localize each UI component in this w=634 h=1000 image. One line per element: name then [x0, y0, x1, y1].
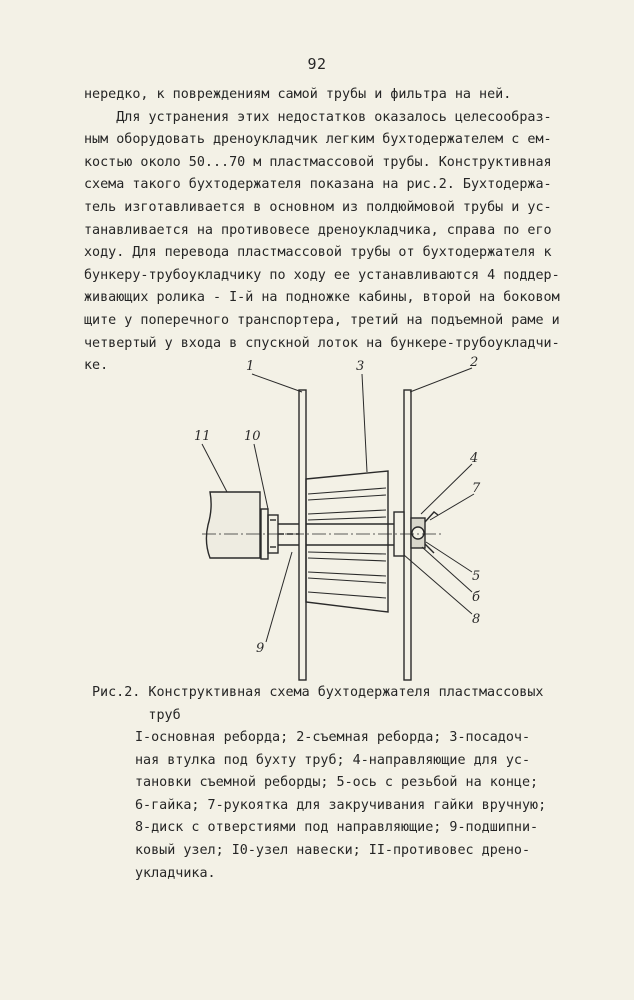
callout-9: 9	[256, 641, 265, 656]
callout-10: 10	[244, 429, 261, 444]
legend-line: I-основная реборда; 2-съемная реборда; 3-посадоч-	[135, 730, 531, 745]
text-line: ке.	[84, 358, 109, 374]
callout-2: 2	[470, 355, 479, 370]
text-line: танавливается на противовесе дреноукладчика, справа по его	[84, 222, 552, 238]
text-line: ходу. Для перевода пластмассовой трубы от бухтодержателя к	[84, 245, 552, 261]
diagram-svg	[182, 352, 502, 682]
sleeve-slats	[308, 488, 386, 598]
mounting-sleeve	[306, 471, 388, 612]
callout-6: б	[472, 590, 480, 605]
coil-holder-diagram	[182, 352, 502, 686]
text-line: бункеру-трубоукладчику по ходу ее устанавливаются 4 поддер-	[84, 267, 560, 283]
text-line: четвертый у входа в спускной лоток на бункере-трубоукладчи-	[84, 335, 560, 351]
legend-line: 8-диск с отверстиями под направляющие; 9-подшипни-	[135, 820, 539, 836]
text-line: костью около 50...70 м пластмассовой трубы. Конструктивная	[84, 154, 552, 170]
counterweight-block	[206, 492, 260, 558]
legend-line: ная втулка под бухту труб; 4-направляющие для ус-	[135, 752, 531, 768]
text-line: тель изготавливается в основном из полдюймовой трубы и ус-	[84, 199, 552, 215]
callout-7: 7	[472, 481, 481, 496]
callout-4: 4	[470, 451, 479, 466]
text-line: щите у поперечного транспортера, третий на подъемной раме и	[84, 312, 560, 328]
caption-legend	[135, 727, 546, 885]
text-line: Для устранения этих недостатков оказалось целесообраз-	[84, 109, 552, 125]
text-line: нередко, к повреждениям самой трубы и фильтра на ней.	[84, 87, 512, 102]
axle-end	[412, 527, 424, 539]
callout-5: 5	[472, 569, 481, 584]
callout-8: 8	[472, 612, 481, 627]
caption-title-line: Рис.2. Конструктивная схема бухтодержателя пластмассовых	[92, 685, 544, 700]
text-line: ным оборудовать дреноукладчик легким бухтодержателем с ем-	[84, 132, 552, 148]
text-line: схема такого бухтодержателя показана на рис.2. Бухтодержа-	[84, 177, 552, 193]
removable-flange	[404, 390, 411, 680]
main-flange	[299, 390, 306, 680]
legend-line: тановки съемной реборды; 5-ось с резьбой на конце;	[135, 775, 539, 791]
callout-3: 3	[356, 359, 365, 374]
callout-1: 1	[246, 359, 255, 374]
legend-line: 6-гайка; 7-рукоятка для закручивания гайки вручную;	[135, 797, 547, 813]
legend-line: ковый узел; I0-узел навески; II-противовес дрено-	[135, 842, 531, 858]
callout-11: 11	[194, 429, 211, 444]
text-line: живающих ролика - I-й на подножке кабины, второй на боковом	[84, 290, 560, 306]
page-number: 92	[307, 55, 327, 73]
body-text	[84, 84, 604, 378]
caption-title-line: труб	[92, 707, 181, 723]
figure-caption	[92, 682, 612, 881]
legend-line: укладчика.	[135, 865, 216, 881]
